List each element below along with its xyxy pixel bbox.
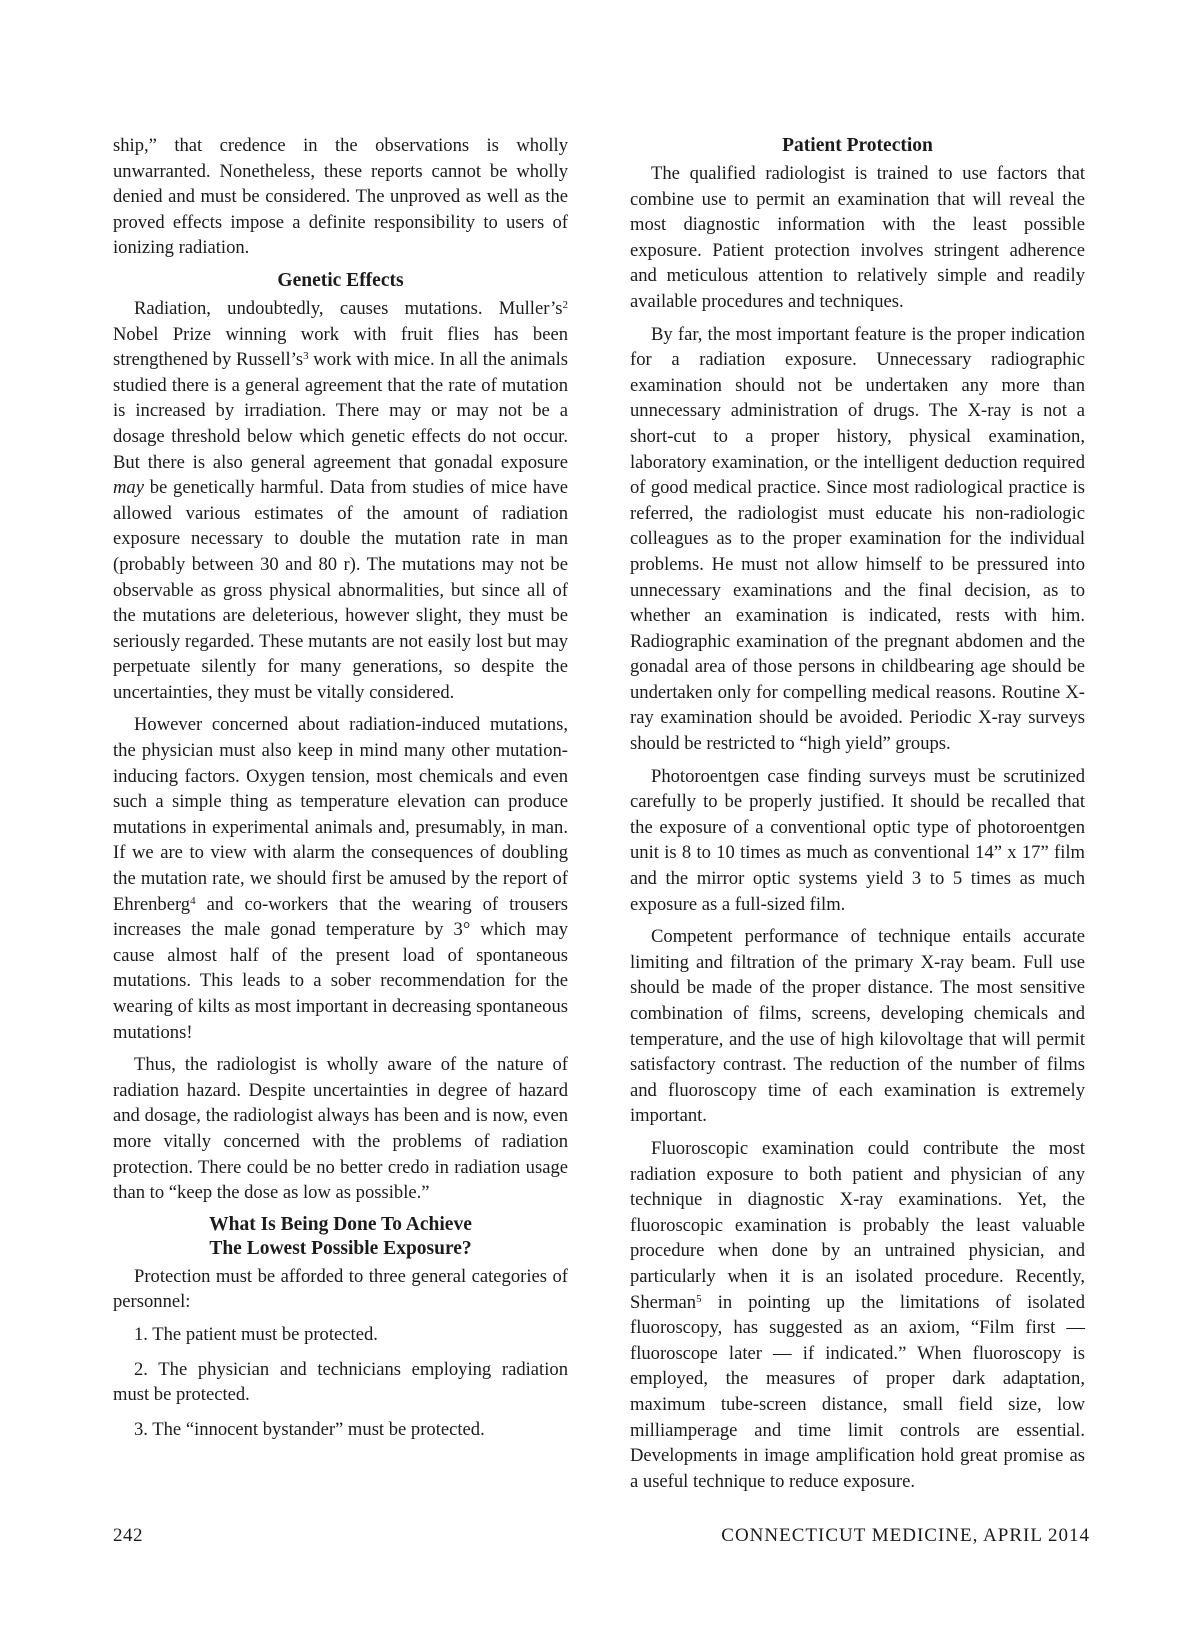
footnote-ref: 3 (303, 350, 309, 363)
section-heading-patient-protection: Patient Protection (782, 135, 933, 156)
paragraph: Competent performance of technique entails accurate limiting and filtration of the primary X-ray beam. Full use should be made of the proper distance. The most sensitive combination of films, screens, developing chemicals and temperature, and the use of high kilovoltage that will permit satisfactory contrast. The reduction of the number of films and fluoroscopy time of each examination is extremely important. (630, 926, 1085, 1127)
paragraph: The qualified radiologist is trained to use factors that combine use to permit an examination that will reveal the most diagnostic information with the least possible exposure. Patient protection involves stringent adherence and meticulous attention to relatively simple and readily available procedures and techniques. (630, 163, 1085, 312)
section-heading-achieve: What Is Being Done To Achieve The Lowest Possible Exposure? (209, 1213, 472, 1259)
paragraph: By far, the most important feature is the proper indication for a radiation exposure. Unnecessary radiographic examination should not be undertaken any more than unnecessary administration of drugs. The X-ray is not a short-cut to a proper history, physical examination, laboratory examination, or the intelligent deduction required of good medical practice. Since most radiological practice is referred, the radiologist must educate his non-radiologic colleagues as to the proper examination for the individual problems. He must not allow himself to be pressured into unnecessary examinations and the final decision, as to whether an examination is indicated, rests with him. Radiographic examination of the pregnant abdomen and the gonadal area of those persons in childbearing age should be undertaken only for compelling medical reasons. Routine X-ray examination should be avoided. Periodic X-ray surveys should be restricted to “high yield” groups. (630, 323, 1085, 755)
left-column (113, 133, 568, 1451)
paragraph: ship,” that credence in the observations is wholly unwarranted. Nonetheless, these reports cannot be wholly denied and must be considered. The unproved as well as the proved effects impose a definite responsibility to users of ionizing radiation. (113, 135, 568, 259)
journal-footer: CONNECTICUT MEDICINE, APRIL 2014 (721, 1525, 1090, 1546)
footnote-ref: 4 (190, 894, 196, 907)
footnote-ref: 2 (562, 298, 568, 311)
right-column (630, 133, 1085, 1501)
paragraph: Photoroentgen case finding surveys must be scrutinized carefully to be properly justified. It should be recalled that the exposure of a conventional optic type of photoroentgen unit is 8 to 10 times as much as conventional 14” x 17” film and the mirror optic systems yield 3 to 5 times as much exposure as a full-sized film. (630, 765, 1085, 915)
paragraph: However concerned about radiation-induced mutations, the physician must also keep in mind many other mutation-inducing factors. Oxygen tension, most chemicals and even such a simple thing as temperature elevation can produce mutations in experimental animals and, presumably, in man. If we are to view with alarm the consequences of doubling the mutation rate, we should first be amused by the report of Ehrenberg$^4$ and co-workers that the wearing of trousers increases the male gonad temperature by 3° which may cause almost half of the present load of spontaneous mutations. This leads to a sober recommendation for the wearing of kilts as most important in decreasing spontaneous mutations! (113, 714, 568, 1043)
paragraph: Thus, the radiologist is wholly aware of the nature of radiation hazard. Despite uncertainties in degree of hazard and dosage, the radiologist always has been and is now, even more vitally concerned with the problems of radiation protection. There could be no better credo in radiation usage than to “keep the dose as low as possible.” (113, 1054, 568, 1204)
list-item: 3. The “innocent bystander” must be protected. (134, 1418, 485, 1440)
list-item: 2. The physician and technicians employing radiation must be protected. (113, 1358, 568, 1406)
footnote-ref: 5 (696, 1292, 702, 1305)
paragraph: Protection must be afforded to three general categories of personnel: (113, 1265, 568, 1313)
section-heading-genetic-effects: Genetic Effects (277, 269, 404, 291)
list-item: 1. The patient must be protected. (134, 1323, 378, 1345)
paragraph: Radiation, undoubtedly, causes mutations. $Muller’s^2$ Nobel Prize winning work with fruit flies has been strengthened by $Russell’s^3$ work with mice. In all the animals studied there is a general agreement that the rate of mutation is increased by irradiation. There may or may not be a dosage threshold below which genetic effects do not occur. But there is also general agreement that gonadal exposure may be genetically harmful. Data from studies of mice have allowed various estimates of the amount of radiation exposure necessary to double the mutation rate in man (probably between 30 and 80 r). The mutations may not be observable as gross physical abnormalities, but since all of the mutations are deleterious, however slight, they must be seriously regarded. These mutants are not easily lost but may perpetuate silently for many generations, so despite the uncertainties, they must be vitally considered. (113, 297, 568, 703)
page-number: 242 (113, 1525, 143, 1546)
paragraph: Fluoroscopic examination could contribute the most radiation exposure to both patient and physician of any technique in diagnostic X-ray examinations. Yet, the fluoroscopic examination is probably the least valuable procedure when done by an untrained physician, and particularly when it is an isolated procedure. Recently, Sherman$^5$ in pointing up the limitations of isolated fluoroscopy, has suggested as an axiom, “Film first — fluoroscope later — if indicated.” When fluoroscopy is employed, the measures of proper dark adaptation, maximum tube-screen distance, small field size, low milliamperage and time limit controls are essential. Developments in image amplification hold great promise as a useful technique to reduce exposure. (630, 1137, 1085, 1492)
